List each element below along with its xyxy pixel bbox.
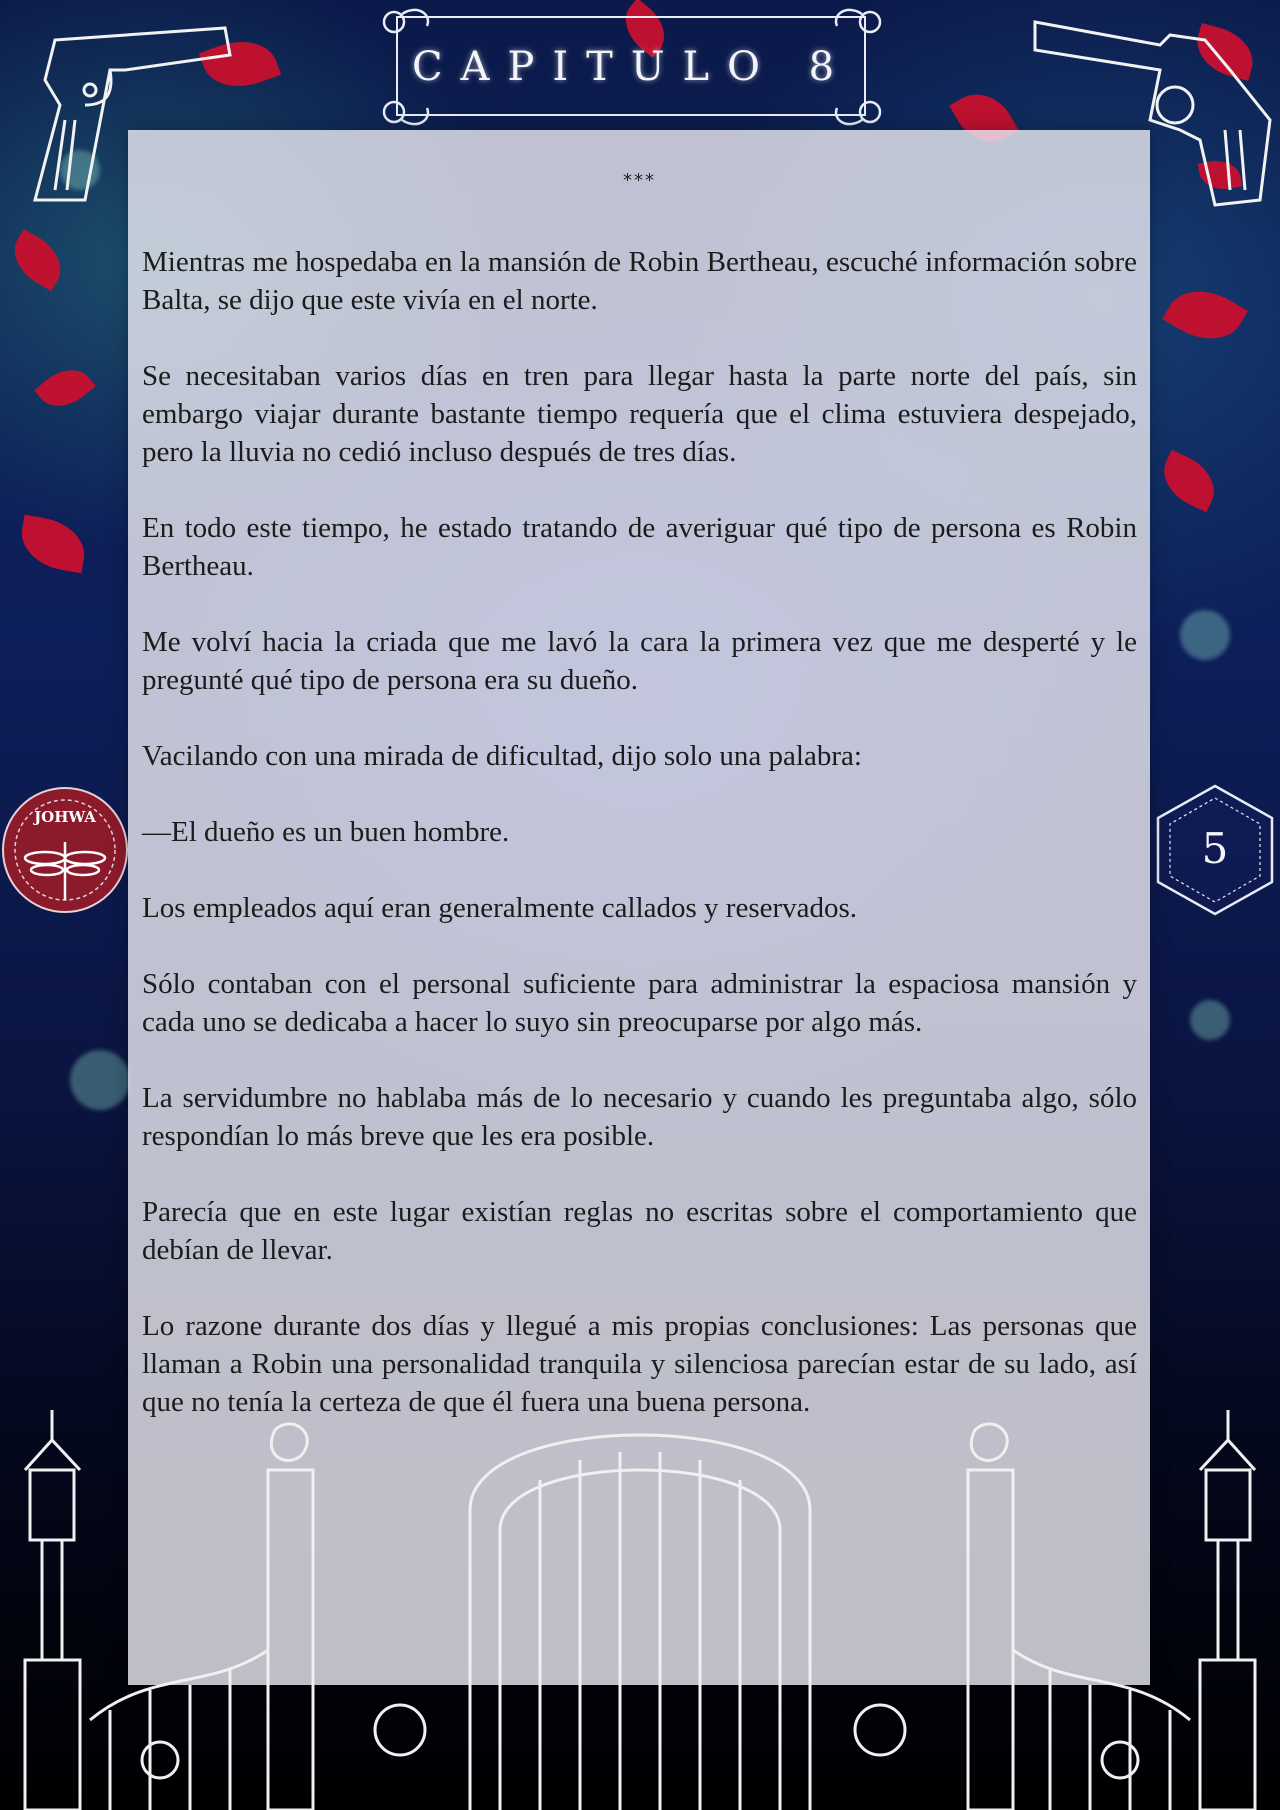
paragraph: Me volví hacia la criada que me lavó la cara la primera vez que me desperté y le pregunté qué tipo de persona era su dueño. (142, 626, 1137, 696)
badge-label: JOHWA (34, 808, 96, 826)
rose-petal (1162, 276, 1248, 354)
iron-gate-icon (0, 1390, 1280, 1810)
chapter-title: CAPITULO 8 (411, 44, 853, 90)
paragraph: Sólo contaban con el personal suficiente para administrar la espaciosa mansión y cada uno se dedicaba a hacer lo suyo sin preocuparse por algo más. (142, 968, 1137, 1038)
bokeh-light (1190, 1000, 1230, 1040)
rose-petal (4, 229, 72, 291)
chapter-header (372, 4, 892, 124)
scene-separator: *** (623, 170, 656, 191)
bokeh-light (1180, 610, 1230, 660)
paragraph: Mientras me hospedaba en la mansión de Robin Bertheau, escuché información sobre Balta, se dijo que este vivía en el norte. (142, 246, 1137, 316)
paragraph: Vacilando con una mirada de dificultad, dijo solo una palabra: (142, 740, 862, 772)
paragraph: —El dueño es un buen hombre. (142, 816, 510, 848)
rose-petal (34, 358, 95, 418)
page-number: 5 (1201, 824, 1229, 873)
paragraph: Lo razone durante dos días y llegué a mis propias conclusiones: Las personas que llaman a Robin una personalidad tranquila y silenciosa parecían estar de su lado, así que no tenía la certeza de que él fuera una buena persona. (142, 1310, 1137, 1418)
rose-petal (16, 515, 89, 574)
johwa-badge (0, 780, 130, 920)
paragraph: La servidumbre no hablaba más de lo necesario y cuando les preguntaba algo, sólo respondían lo más breve que les era posible. (142, 1082, 1137, 1152)
page-number-badge (1150, 780, 1280, 920)
rose-petal (1154, 450, 1224, 513)
paragraph: Los empleados aquí eran generalmente callados y reservados. (142, 892, 858, 924)
paragraph: Parecía que en este lugar existían reglas no escritas sobre el comportamiento que debían de llevar. (142, 1196, 1137, 1266)
lamp-post-icon (1200, 1410, 1255, 1810)
panel-content (142, 170, 1137, 1459)
lamp-post-icon (25, 1410, 80, 1810)
paragraph: En todo este tiempo, he estado tratando de averiguar qué tipo de persona es Robin Bertheau. (142, 512, 1137, 582)
badge-emblem (0, 780, 130, 920)
bokeh-light (70, 1050, 130, 1110)
paragraph: Se necesitaban varios días en tren para llegar hasta la parte norte del país, sin embargo viajar durante bastante tiempo requería que el clima estuviera despejado, pero la lluvia no cedió incluso después de tres días. (142, 360, 1137, 468)
